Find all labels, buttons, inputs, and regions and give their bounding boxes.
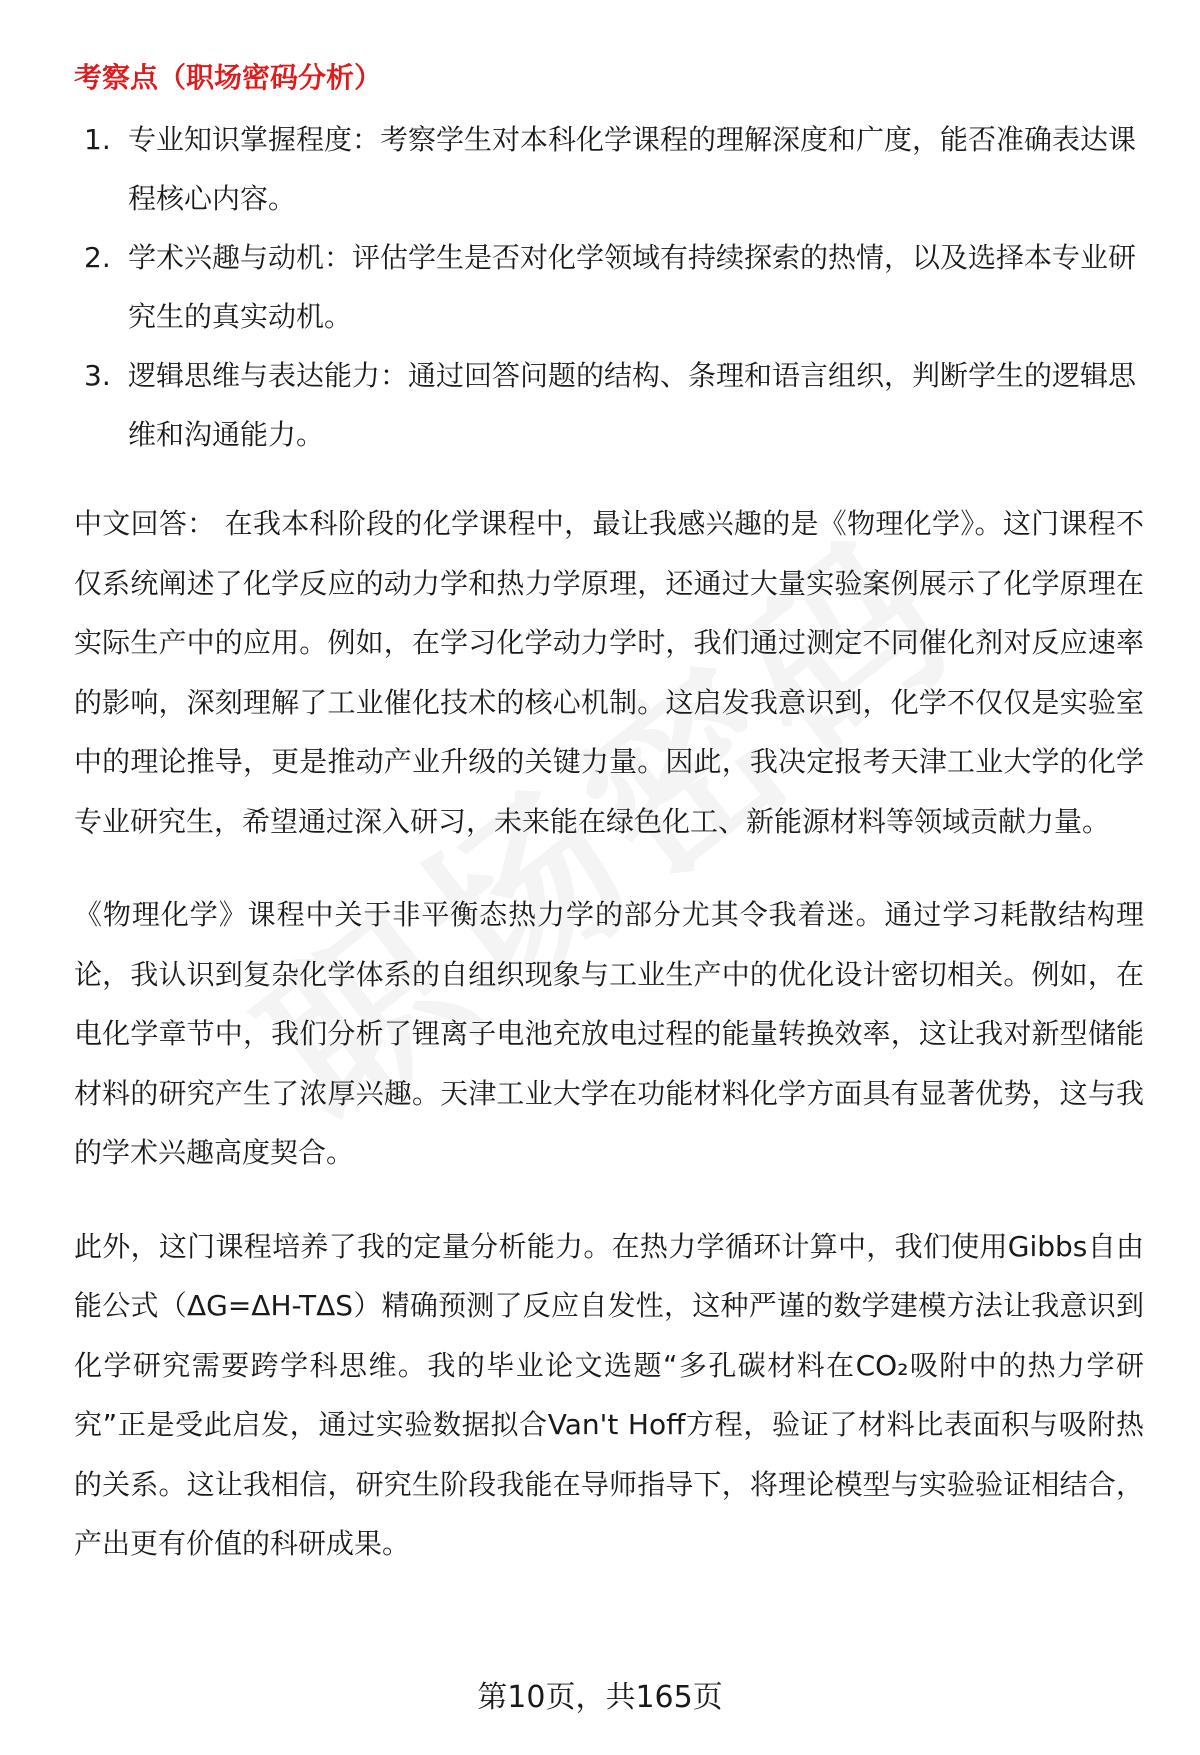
list-item <box>74 110 1144 228</box>
list-item-number: 2. <box>84 241 111 274</box>
page-number-footer: 第10页，共165页 <box>477 1680 723 1715</box>
answer-paragraph: 中文回答： 在我本科阶段的化学课程中，最让我感兴趣的是《物理化学》。这门课程不仅系统阐述了化学反应的动力学和热力学原理，还通过大量实验案例展示了化学原理在实际生产中的应用。例如，在学习化学动力学时，我们通过测定不同催化剂对反应速率的影响，深刻理解了工业催化技术的核心机制。这启发我意识到，化学不仅仅是实验室中的理论推导，更是推动产业升级的关键力量。因此，我决定报考天津工业大学的化学专业研究生，希望通过深入研习，未来能在绿色化工、新能源材料等领域贡献力量。 <box>74 507 1144 838</box>
list-item-number: 1. <box>84 123 111 156</box>
list-item-text: 逻辑思维与表达能力：通过回答问题的结构、条理和语言组织，判断学生的逻辑思维和沟通能力。 <box>128 359 1137 451</box>
body-paragraph: 此外，这门课程培养了我的定量分析能力。在热力学循环计算中，我们使用Gibbs自由能公式（ΔG=ΔH-TΔS）精确预测了反应自发性，这种严谨的数学建模方法让我意识到化学研究需要跨学科思维。我的毕业论文选题“多孔碳材料在CO₂吸附中的热力学研究”正是受此启发，通过实验数据拟合Van't Hoff方程，验证了材料比表面积与吸附热的关系。这让我相信，研究生阶段我能在导师指导下，将理论模型与实验验证相结合，产出更有价值的科研成果。 <box>74 1229 1144 1560</box>
assessment-points-list <box>74 110 1144 464</box>
section-title: 考察点（职场密码分析） <box>74 61 383 94</box>
list-item-number: 3. <box>84 359 111 392</box>
body-paragraph: 《物理化学》课程中关于非平衡态热力学的部分尤其令我着迷。通过学习耗散结构理论，我认识到复杂化学体系的自组织现象与工业生产中的优化设计密切相关。例如，在电化学章节中，我们分析了锂离子电池充放电过程的能量转换效率，这让我对新型储能材料的研究产生了浓厚兴趣。天津工业大学在功能材料化学方面具有显著优势，这与我的学术兴趣高度契合。 <box>74 898 1144 1169</box>
list-item-text: 学术兴趣与动机：评估学生是否对化学领域有持续探索的热情，以及选择本专业研究生的真实动机。 <box>128 241 1137 333</box>
list-item-text: 专业知识掌握程度：考察学生对本科化学课程的理解深度和广度，能否准确表达课程核心内容。 <box>128 123 1137 215</box>
list-item <box>74 346 1144 464</box>
list-item <box>74 228 1144 346</box>
